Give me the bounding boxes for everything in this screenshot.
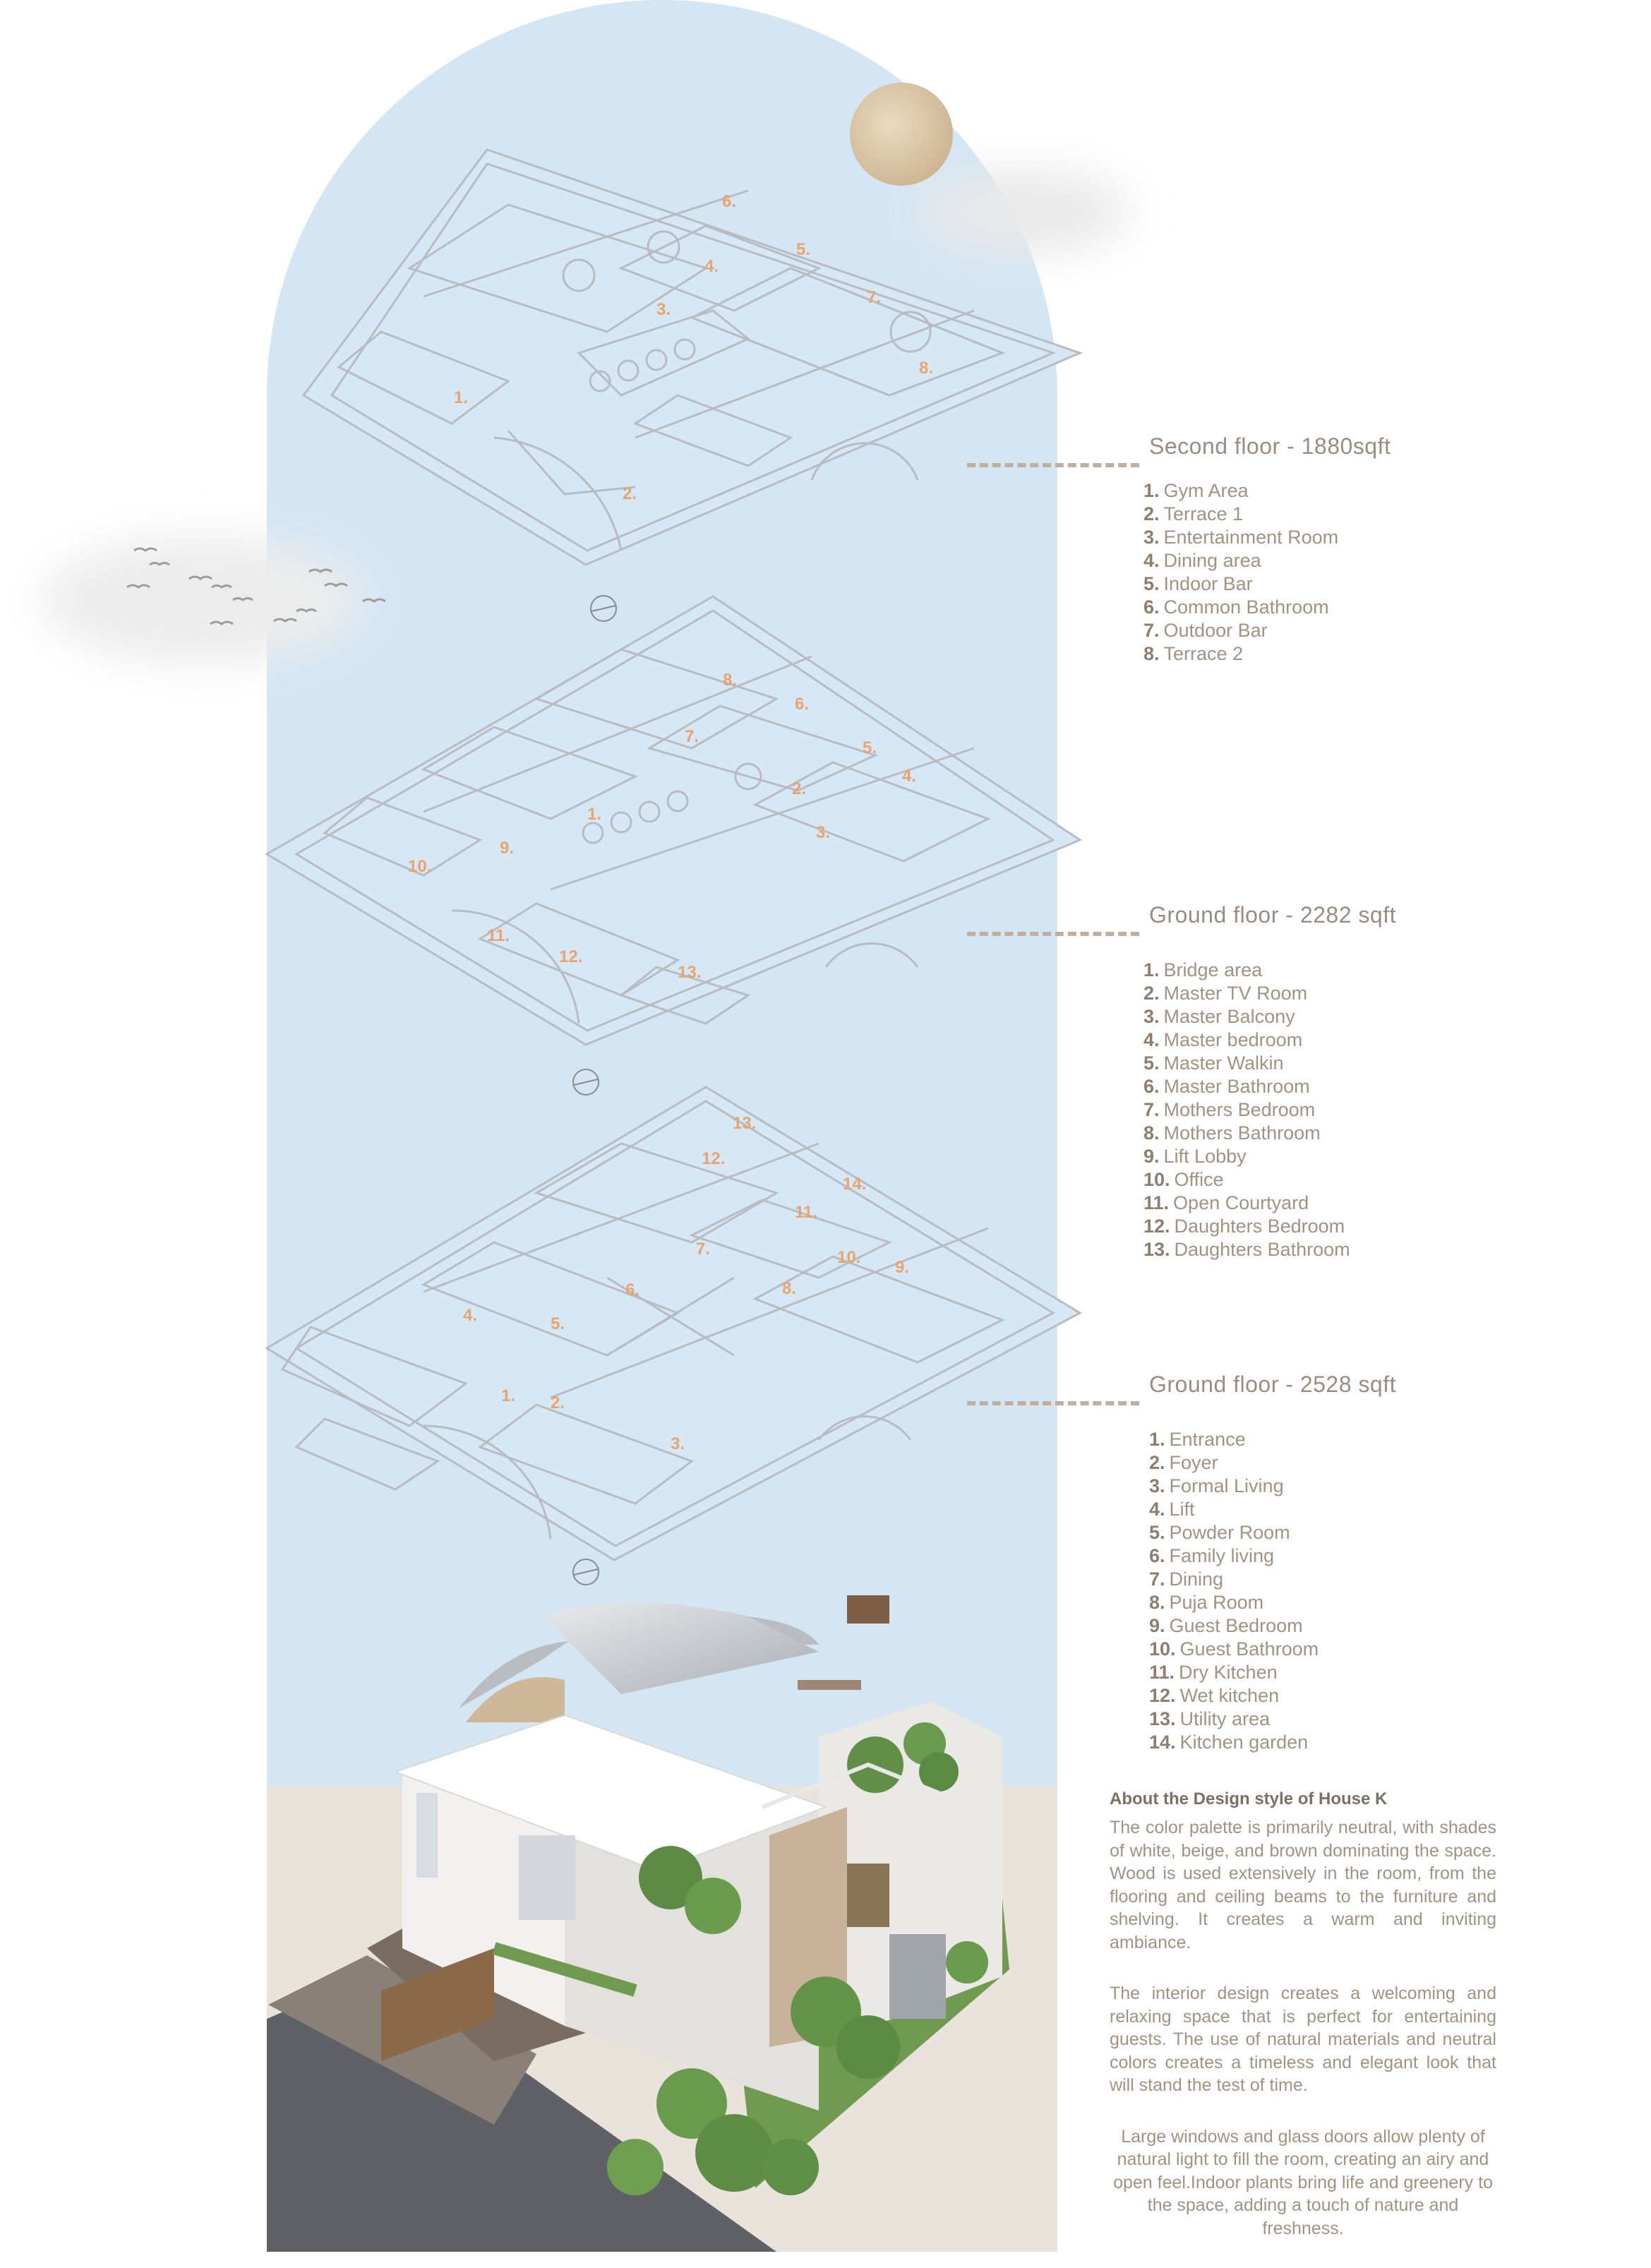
legend-room-name: Utility area [1179,1708,1271,1729]
about-heading: About the Design style of House K [1110,1789,1388,1808]
legend-room-name: Mothers Bedroom [1163,1099,1316,1120]
legend-number: 9. [1143,1146,1160,1167]
legend-number: 5. [1143,1052,1160,1074]
legend-room-name: Daughters Bedroom [1174,1216,1345,1237]
legend-room-name: Dry Kitchen [1179,1662,1278,1683]
legend-room-name: Terrace 1 [1163,503,1244,524]
plan-label: 4. [704,257,719,276]
legend-number: 4. [1143,550,1160,571]
floor-title-ground: Ground floor - 2528 sqft [1149,1372,1396,1397]
moon [850,83,953,186]
legend-room-name: Puja Room [1169,1592,1264,1613]
plan-label: 6. [722,192,737,211]
legend-number: 6. [1149,1545,1165,1566]
legend-item [1149,1661,1319,1684]
plan-label: 8. [723,671,738,690]
legend-number: 4. [1143,1029,1160,1050]
plan-label: 2. [792,779,807,798]
legend-room-name: Kitchen garden [1179,1732,1309,1753]
legend-number: 14. [1149,1732,1176,1753]
legend-room-name: Foyer [1169,1452,1218,1473]
legend-room-name: Outdoor Bar [1163,620,1268,641]
legend-room-name: Gym Area [1163,480,1249,501]
legend-ground [1149,1428,1319,1754]
legend-first [1143,959,1350,1261]
cloud [918,169,1129,254]
plan-label: 1. [501,1386,516,1405]
plan-label: 12. [559,947,583,966]
plan-label: 3. [671,1434,685,1453]
about-paragraph: The color palette is primarily neutral, with shades of white, beige, and brown dominating the space. Wood is used extensively in the room, from the flooring and ceiling beams to the furniture and shelving. It creates a warm and inviting ambiance. [1110,1818,1496,1952]
legend-item [1143,549,1338,572]
plan-label: 10. [408,857,432,876]
plan-label: 14. [843,1175,867,1194]
legend-room-name: Open Courtyard [1173,1192,1309,1213]
legend-item [1143,1238,1350,1261]
legend-room-name: Lift [1169,1499,1195,1520]
legend-room-name: Lift Lobby [1163,1146,1247,1167]
legend-number: 8. [1143,1122,1160,1144]
legend-item [1143,1145,1350,1168]
legend-item [1149,1591,1319,1614]
legend-item [1143,1192,1350,1215]
legend-number: 6. [1143,596,1160,618]
about-paragraph: Large windows and glass doors allow plenty of natural light to fill the room, creating an airy and open feel.Indoor plants bring life and greenery to the space, adding a touch of nature and freshness. [1113,2126,1493,2238]
legend-number: 13. [1149,1708,1176,1729]
legend-number: 5. [1149,1522,1165,1543]
plan-label: 7. [685,727,700,746]
plan-label: 8. [919,359,934,378]
legend-room-name: Common Bathroom [1163,596,1329,618]
legend-number: 10. [1143,1169,1170,1190]
legend-item [1143,1098,1350,1122]
legend-item [1149,1498,1319,1521]
legend-room-name: Entrance [1169,1429,1246,1450]
legend-item [1143,619,1338,642]
legend-room-name: Master bedroom [1163,1029,1303,1050]
legend-number: 11. [1149,1662,1175,1683]
legend-item [1143,479,1338,503]
legend-number: 3. [1143,1006,1160,1027]
legend-number: 3. [1149,1475,1165,1496]
legend-room-name: Master Walkin [1163,1052,1284,1074]
legend-item [1143,503,1338,526]
legend-item [1143,1052,1350,1075]
legend-number: 7. [1143,620,1160,641]
legend-item [1143,572,1338,596]
plan-label: 5. [863,738,877,757]
leader-line [967,932,1139,936]
legend-number: 13. [1143,1239,1170,1260]
legend-number: 7. [1143,1099,1160,1120]
legend-item [1149,1521,1319,1544]
legend-item [1143,642,1338,666]
plan-label: 4. [463,1306,478,1325]
legend-room-name: Master Bathroom [1163,1076,1310,1097]
plan-label: 12. [702,1149,726,1168]
legend-number: 6. [1143,1076,1160,1097]
legend-number: 8. [1143,643,1160,664]
legend-item [1149,1638,1319,1661]
leader-line [967,1401,1139,1405]
legend-room-name: Powder Room [1169,1522,1290,1543]
about-paragraph: The interior design creates a welcoming and relaxing space that is perfect for entertaining guests. The use of natural materials and neutral colors creates a timeless and elegant look that will stand the test of time. [1110,1984,1496,2095]
legend-item [1149,1684,1319,1708]
legend-number: 4. [1149,1499,1165,1520]
legend-number: 9. [1149,1615,1165,1636]
cloud [42,536,367,664]
legend-item [1143,1122,1350,1145]
legend-number: 1. [1149,1429,1165,1450]
legend-item [1143,1215,1350,1238]
plan-label: 13. [733,1114,757,1133]
legend-number: 7. [1149,1568,1165,1590]
plan-label: 9. [895,1258,910,1277]
floor-title-second: Second floor - 1880sqft [1149,433,1391,459]
legend-item [1149,1451,1319,1475]
legend-item [1143,526,1338,549]
legend-room-name: Office [1174,1169,1224,1190]
legend-item [1149,1475,1319,1498]
plan-label: 5. [551,1314,565,1333]
plan-label: 2. [623,484,637,503]
legend-item [1149,1708,1319,1731]
plan-label: 5. [796,240,811,259]
plan-label: 1. [454,388,469,407]
legend-number: 8. [1149,1592,1165,1613]
legend-item [1149,1428,1319,1451]
legend-room-name: Terrace 2 [1163,643,1244,664]
legend-room-name: Master Balcony [1163,1006,1295,1027]
legend-room-name: Guest Bathroom [1179,1638,1319,1660]
leader-line [967,463,1139,467]
legend-number: 2. [1143,503,1160,524]
plan-label: 9. [500,839,515,858]
legend-item [1143,1005,1350,1028]
plan-label: 3. [656,300,671,319]
legend-room-name: Formal Living [1169,1475,1284,1496]
legend-item [1143,1168,1350,1192]
legend-item [1149,1544,1319,1568]
legend-room-name: Indoor Bar [1163,573,1253,594]
legend-number: 12. [1143,1216,1170,1237]
plan-label: 11. [487,926,510,945]
legend-room-name: Bridge area [1163,959,1263,980]
legend-item [1149,1731,1319,1754]
plan-label: 2. [551,1393,565,1412]
legend-room-name: Daughters Bathroom [1174,1239,1350,1260]
legend-number: 2. [1143,983,1160,1004]
legend-number: 12. [1149,1685,1176,1706]
plan-label: 3. [816,823,831,842]
legend-room-name: Family living [1169,1545,1275,1566]
plan-label: 11. [795,1203,818,1222]
legend-room-name: Entertainment Room [1163,527,1339,548]
plan-label: 7. [867,288,882,307]
plan-label: 6. [795,695,810,714]
legend-item [1143,982,1350,1005]
plan-label: 4. [902,767,917,786]
legend-item [1143,959,1350,982]
legend-item [1149,1568,1319,1591]
legend-number: 5. [1143,573,1160,594]
plan-label: 13. [678,963,702,982]
legend-number: 1. [1143,480,1160,501]
legend-item [1143,1028,1350,1052]
legend-item [1149,1614,1319,1638]
legend-room-name: Dining area [1163,550,1261,571]
legend-room-name: Guest Bedroom [1169,1615,1303,1636]
legend-room-name: Dining [1169,1568,1224,1590]
legend-number: 1. [1143,959,1160,980]
floor-title-first: Ground floor - 2282 sqft [1149,902,1396,928]
plan-label: 6. [625,1280,640,1300]
legend-item [1143,1075,1350,1098]
legend-room-name: Mothers Bathroom [1163,1122,1321,1144]
legend-number: 3. [1143,527,1160,548]
about-section [1110,1789,1496,2268]
legend-number: 2. [1149,1452,1165,1473]
legend-item [1143,596,1338,619]
legend-number: 10. [1149,1638,1176,1660]
plan-label: 8. [782,1279,797,1298]
legend-room-name: Wet kitchen [1179,1685,1280,1706]
legend-room-name: Master TV Room [1163,983,1308,1004]
legend-number: 11. [1143,1192,1170,1213]
legend-second [1143,479,1338,666]
plan-label: 7. [696,1240,711,1259]
plan-label: 1. [587,805,602,824]
plan-label: 10. [837,1248,861,1267]
